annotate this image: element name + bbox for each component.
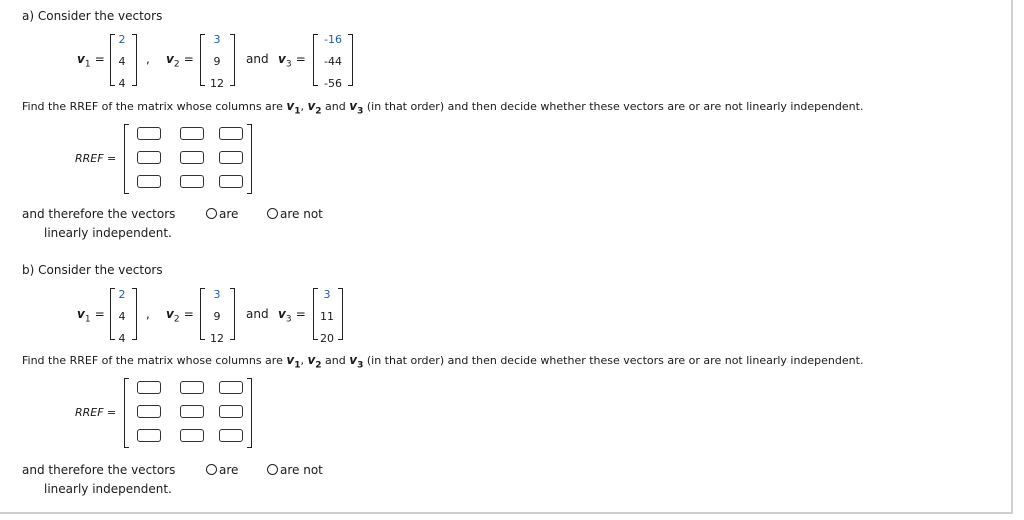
and-text: and [246,52,269,66]
radio-are-not[interactable] [267,464,278,475]
find-instruction: Find the RREF of the matrix whose columns are $v_1$, $v_2$ and $v_3$ (in that order) and then decide whether these vectors are or are not linearly independent. [22,353,864,371]
rref-input-r3c2[interactable] [180,429,204,442]
v3-vector: -16 -44 -56 [324,33,342,90]
v1-comma: , [146,307,150,321]
v3-label: $v_3$ = [278,52,306,70]
rref-input-r2c3[interactable] [219,405,243,418]
rref-bracket-right [247,378,252,448]
v1-vector: 2 4 4 [118,288,126,345]
rref-input-r3c3[interactable] [219,175,243,188]
v2-label: $v_2$ = [166,52,194,70]
option-are-not-label[interactable]: are not [280,463,323,477]
radio-are-not[interactable] [267,208,278,219]
conclusion-line1: and therefore the vectors [22,463,176,477]
option-are-label[interactable]: are [219,207,239,221]
rref-bracket-left [124,124,129,194]
v2-bracket-right [230,288,235,340]
radio-are[interactable] [206,464,217,475]
rref-label: RREF = [75,406,117,419]
rref-input-r2c1[interactable] [137,405,161,418]
rref-input-r3c2[interactable] [180,175,204,188]
rref-input-r1c3[interactable] [219,381,243,394]
rref-input-r3c1[interactable] [137,429,161,442]
rref-input-r1c3[interactable] [219,127,243,140]
rref-input-r3c3[interactable] [219,429,243,442]
and-text: and [246,307,269,321]
v1-vector: 2 4 4 [118,33,126,90]
v2-vector: 3 9 12 [210,288,224,345]
rref-input-r2c3[interactable] [219,151,243,164]
v3-bracket-right [338,288,343,340]
option-are-not-label[interactable]: are not [280,207,323,221]
v1-bracket-right [132,288,137,340]
v1-label: $v_1$ = [77,52,105,70]
v1-label: $v_1$ = [77,307,105,325]
rref-input-r1c2[interactable] [180,127,204,140]
part-b-heading: b) Consider the vectors [22,263,163,277]
v1-bracket-right [132,34,137,86]
part-a-heading: a) Consider the vectors [22,9,163,23]
option-are-label[interactable]: are [219,463,239,477]
v3-bracket-right [348,34,353,86]
rref-input-r1c1[interactable] [137,381,161,394]
rref-input-r1c2[interactable] [180,381,204,394]
v2-label: $v_2$ = [166,307,194,325]
v1-comma: , [146,52,150,66]
conclusion-line2: linearly independent. [44,226,172,240]
rref-input-r1c1[interactable] [137,127,161,140]
rref-label: RREF = [75,152,117,165]
v3-vector: 3 11 20 [320,288,334,345]
conclusion-line1: and therefore the vectors [22,207,176,221]
rref-input-r2c1[interactable] [137,151,161,164]
rref-bracket-right [247,124,252,194]
find-instruction: Find the RREF of the matrix whose columns are $v_1$, $v_2$ and $v_3$ (in that order) and then decide whether these vectors are or are not linearly independent. [22,99,864,117]
conclusion-line2: linearly independent. [44,482,172,496]
radio-are[interactable] [206,208,217,219]
rref-input-r2c2[interactable] [180,151,204,164]
rref-input-r3c1[interactable] [137,175,161,188]
rref-input-r2c2[interactable] [180,405,204,418]
v3-label: $v_3$ = [278,307,306,325]
v2-vector: 3 9 12 [210,33,224,90]
rref-bracket-left [124,378,129,448]
v2-bracket-right [230,34,235,86]
